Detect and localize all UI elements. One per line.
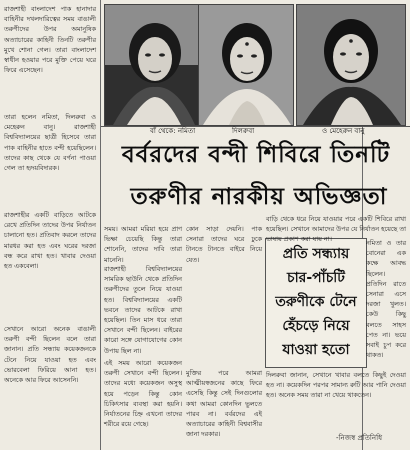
article-body-col2-top: সময়। আমরা মরিয়া হয়ে প্রাণ ভিক্ষা চেয়েছি কিন্তু তারা শোনেনি, তাদের দাবি তারা মানেনি।	[104, 225, 182, 264]
article-body-col4-mid: নমিতা ও তার বোনেরা এক কক্ষে আবদ্ধ ছিলেন। প্রতিদিন রাতে সেনারা এসে দরজা খুলত। কেউ কিছু বলতে সাহস পেত না। ভয়ে সবাই চুপ করে থাকত।	[366, 239, 406, 360]
portrait-photo-meherun	[296, 4, 406, 126]
article-body-col4-bottom: দিলরুবা জানান, সেখানে খাবার বলতে কিছুই দেওয়া হত না। কয়েকদিন পরপর সামান্য রুটি আর পানি দেওয়া হত। অনেক সময় তারা না খেয়ে থাকতেন।	[266, 371, 406, 400]
pull-quote-line-4: হেঁচড়ে নিয়ে	[282, 318, 350, 334]
pull-quote-line-2: চার-পাঁচটি	[287, 270, 345, 286]
photo-caption-1: বাঁ থেকে: নমিতা	[150, 127, 196, 135]
article-body-col1-top: রাজশাহী বাংলাদেশ পাক হানাদার বাহিনীর দখলদারিত্বের সময় বাঙালী তরুণীদের উপর অমানুষিক অত্যাচারের কাহিনী তিনটি তরুণীর মুখে শোনা গেল। তারা বাংলাদেশ স্বাধীন হওয়ার পরে মুক্তি পেয়ে ঘরে ফিরে এসেছেন।	[4, 5, 96, 75]
headline-line-1: বর্বরদের বন্দী শিবিরে তিনটি	[121, 142, 391, 168]
pull-quote-line-1: প্রতি সন্ধ্যায়	[282, 246, 350, 262]
article-body-col2-bottom: এই সময় আরো কয়েকজন তরুণী সেখানে বন্দী ছিলেন। তাদের মধ্যে কয়েকজন অসুস্থ হয়ে পড়েন কিন্তু কোন চিকিৎসার ব্যবস্থা করা হয়নি। নির্যাতনের চিহ্ন এখনো তাদের শরীরে রয়ে গেছে।	[104, 359, 182, 429]
article-body-col1-last: সেখানে আরো অনেক বাঙালী তরুণী বন্দী ছিলেন বলে তারা জানান। প্রতি সন্ধ্যায় কয়েকজনকে টেনে নিয়ে যাওয়া হত এবং ভোরবেলা ফিরিয়ে আনা হত। অনেকে আর ফিরে আসেননি।	[4, 325, 96, 385]
headline-line-2: তরুণীর নারকীয় অভিজ্ঞতা	[130, 184, 388, 210]
article-body-col2-mid: রাজশাহী বিশ্ববিদ্যালয়ের সামরিক ছাউনি থেকে প্রতিদিন তরুণীদের তুলে নিয়ে যাওয়া হত। বিশ্ববিদ্যালয়ের একটি ভবনে তাদের আটকে রাখা হয়েছিল। তিন মাস ধরে তারা সেখানে বন্দী ছিলেন। বাইরের কারো সঙ্গে যোগাযোগের কোন উপায় ছিল না।	[104, 265, 182, 355]
article-body-col3-top: কোন সাড়া দেয়নি। পাক সেনারা তাদের ঘরে ঢুকে টানতে টানতে বাইরে নিয়ে যেত।	[186, 225, 262, 264]
portrait-image	[105, 5, 199, 125]
pull-quote-line-5: যাওয়া হতো	[282, 342, 350, 358]
article-body-col3-bottom: মুক্তির পরে আমরা আত্মীয়স্বজনের কাছে ফিরে এসেছি কিন্তু সেই দিনগুলোর কথা আমরা কোনদিন ভুলতে পারব না। বর্বরদের এই অত্যাচারের কাহিনী বিশ্ববাসীর জানা দরকার।	[186, 369, 262, 439]
pull-quote-line-3: তরুণীকে টেনে	[275, 294, 357, 310]
article-body-col1-bottom: রাজশাহীর একটি বাড়িতে আটকে রেখে প্রতিদিন তাদের উপর নির্যাতন চালানো হত। প্রতিবাদ করলে তাদের মারধর করা হত এবং ঘরের দরজা বন্ধ করে রাখা হত। খাবার দেওয়া হত একবেলা।	[4, 211, 96, 271]
article-body-col4-top: বাড়ি থেকে ধরে নিয়ে যাওয়ার পরে একটি শিবিরে রাখা হয়েছিল। সেখানে আমাদের উপর যে নির্যাতন হয়েছে তা ভাষায় প্রকাশ করা যায় না।	[266, 215, 406, 244]
photo-caption-2: দিলরুবা	[232, 127, 255, 135]
portrait-photo-dilruba	[198, 4, 294, 126]
photo-caption-3: ও মেহেরুন বানু	[322, 127, 365, 135]
column-rule	[100, 0, 101, 450]
portrait-photo-namita	[104, 4, 200, 126]
portrait-image	[199, 5, 293, 125]
pull-quote-box	[265, 238, 367, 368]
article-body-col1-mid: তারা হলেন নমিতা, দিলরুবা ও মেহেরুন বানু। রাজশাহী বিশ্ববিদ্যালয়ের ছাত্রী হিসেবে তারা পাক বাহিনীর হাতে বন্দী হয়েছিলেন। তাদের কাছ থেকে যে বর্ণনা পাওয়া গেল তা হৃদয়বিদারক।	[4, 113, 96, 173]
byline: -নিজস্ব প্রতিনিধি	[336, 434, 383, 442]
portrait-image	[297, 5, 405, 125]
